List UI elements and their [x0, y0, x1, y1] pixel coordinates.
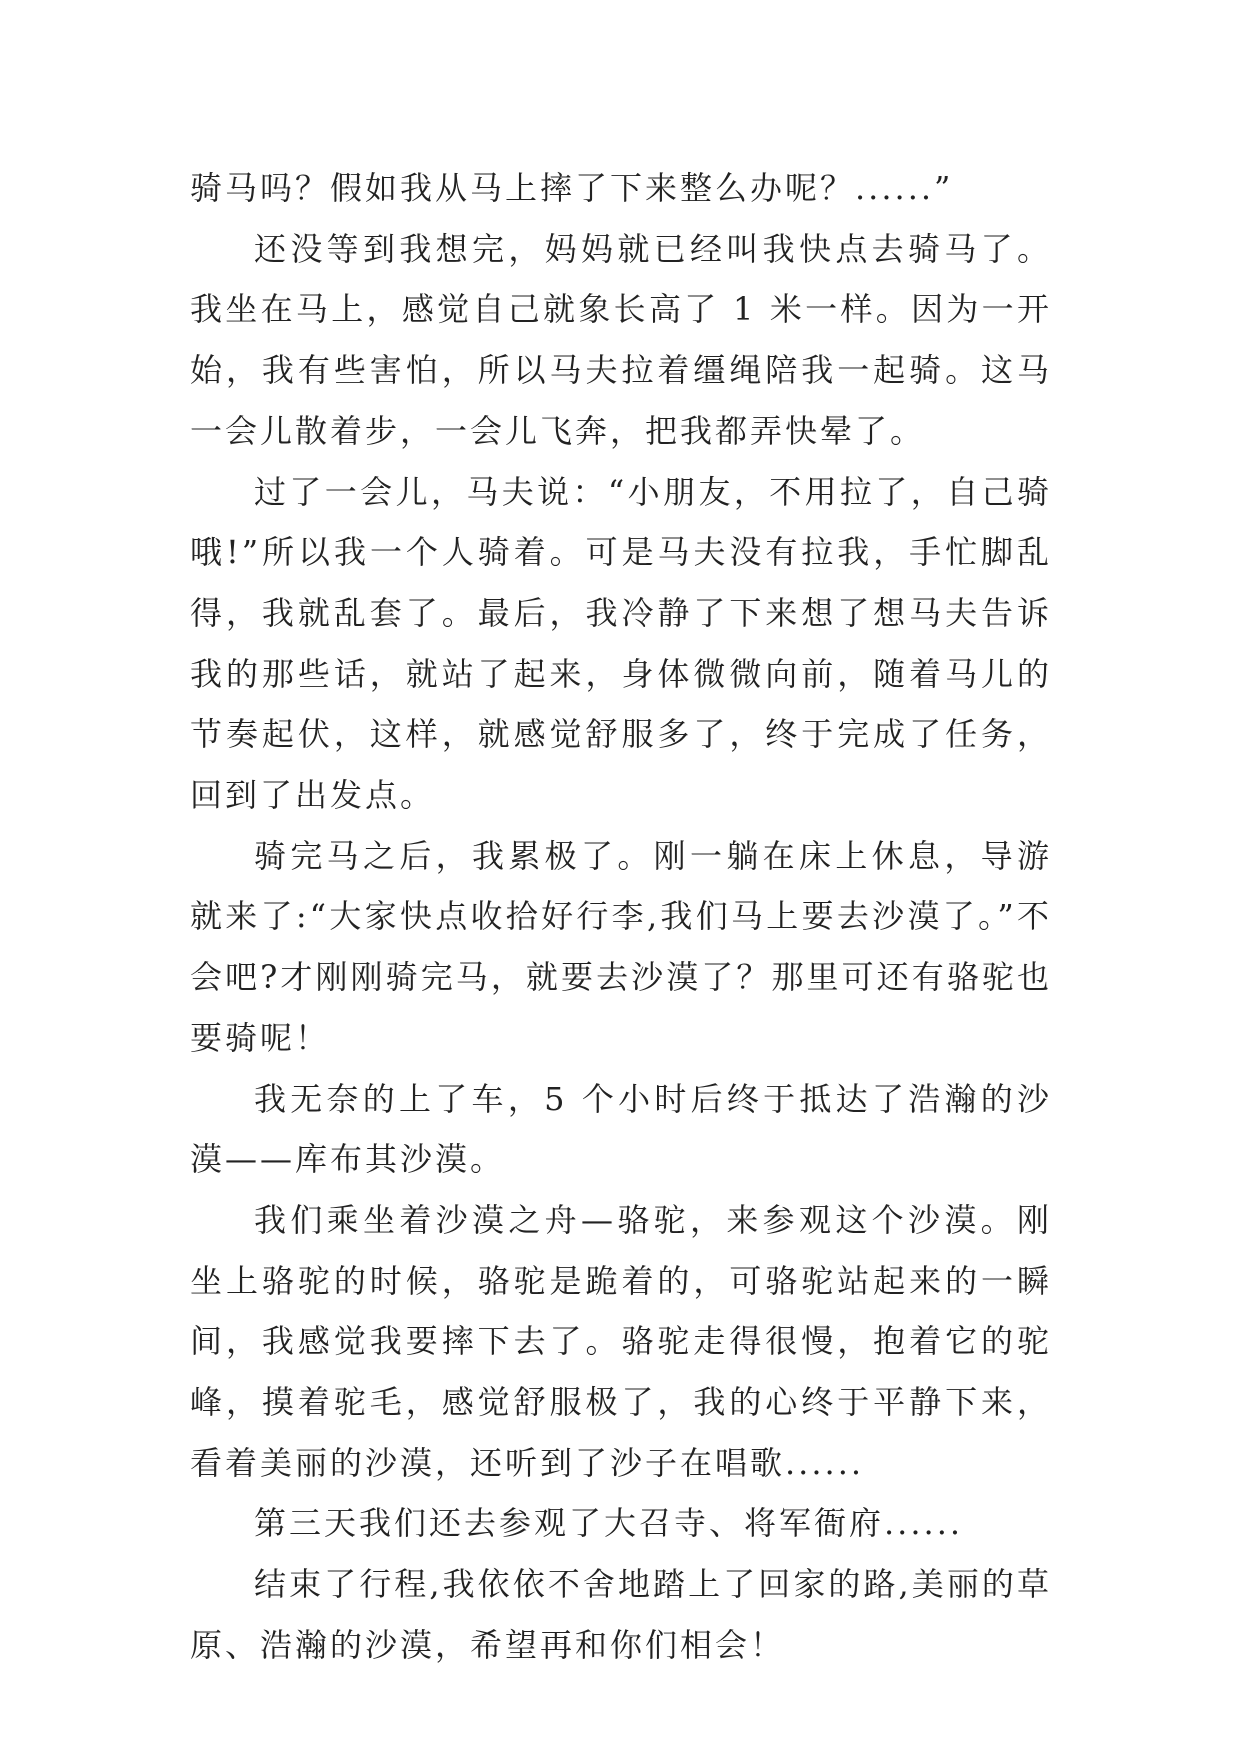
paragraph-7: 第三天我们还去参观了大召寺、将军衙府...... [254, 1504, 964, 1543]
paragraph-2: 还没等到我想完，妈妈就已经叫我快点去骑马了。我坐在马上，感觉自己就象长高了 1 米一样。因为一开始，我有些害怕，所以马夫拉着缰绳陪我一起骑。这马一会儿散着步，一会儿飞奔，把我都弄快晕了。 [190, 229, 1052, 450]
paragraph-5: 我无奈的上了车，5 个小时后终于抵达了浩瀚的沙漠——库布其沙漠。 [190, 1079, 1052, 1179]
paragraph-8: 结束了行程,我依依不舍地踏上了回家的路,美丽的草原、浩瀚的沙漠，希望再和你们相会！ [190, 1565, 1052, 1664]
paragraph-4: 骑完马之后，我累极了。刚一躺在床上休息，导游就来了:“大家快点收拾好行李,我们马上要去沙漠了。”不会吧?才刚刚骑完马，就要去沙漠了？那里可还有骆驼也要骑呢！ [190, 836, 1052, 1057]
paragraph-1: 骑马吗？假如我从马上摔了下来整么办呢？......” [190, 169, 954, 207]
paragraph-3: 过了一会儿，马夫说：“小朋友，不用拉了，自己骑哦!”所以我一个人骑着。可是马夫没有拉我，手忙脚乱得，我就乱套了。最后，我冷静了下来想了想马夫告诉我的那些话，就站了起来，身体微微向前，随着马儿的节奏起伏，这样，就感觉舒服多了，终于完成了任务，回到了出发点。 [190, 472, 1052, 815]
paragraph-6: 我们乘坐着沙漠之舟—骆驼，来参观这个沙漠。刚坐上骆驼的时候，骆驼是跪着的，可骆驼站起来的一瞬间，我感觉我要摔下去了。骆驼走得很慢，抱着它的驼峰，摸着驼毛，感觉舒服极了，我的心终于平静下来，看着美丽的沙漠，还听到了沙子在唱歌...... [190, 1200, 1052, 1482]
document-body [190, 158, 1052, 1676]
